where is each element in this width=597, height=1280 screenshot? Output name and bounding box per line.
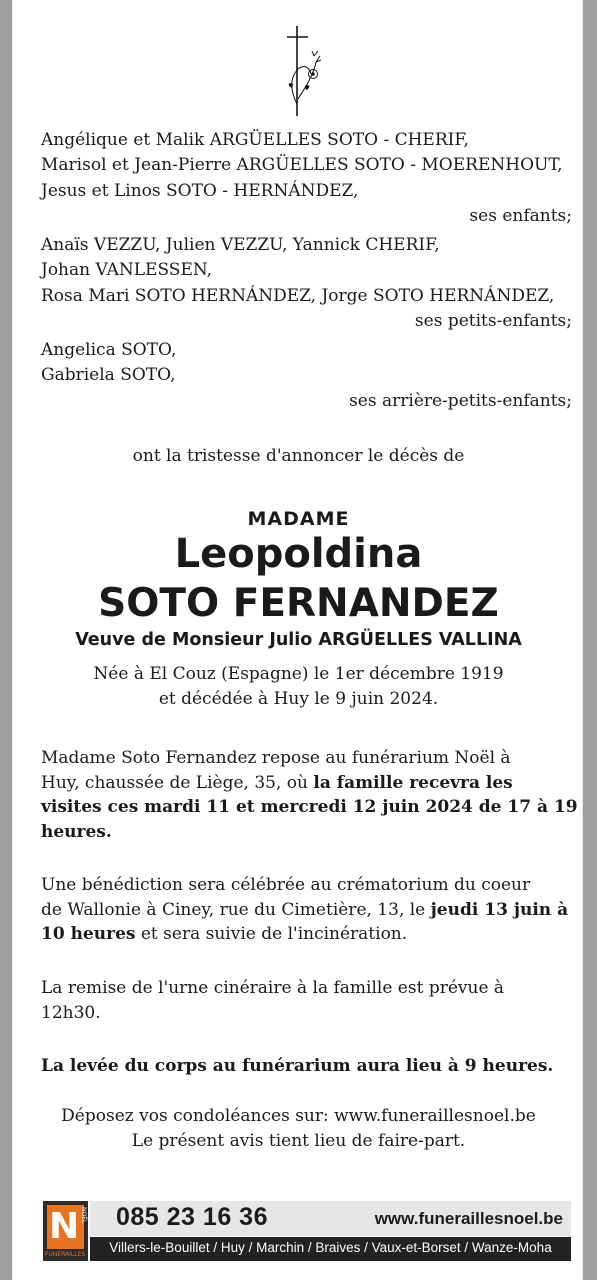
paragraph-text: et sera suivie de l'incinération. bbox=[135, 924, 408, 944]
widow-of: Veuve de Monsieur Julio ARGÜELLES VALLINA bbox=[75, 630, 522, 650]
family-line: Anaïs VEZZU, Julien VEZZU, Yannick CHERIF, bbox=[41, 235, 440, 255]
family-line: Gabriela SOTO, bbox=[41, 365, 176, 386]
paragraph-line: Madame Soto Fernandez repose au funérarium Noël à bbox=[41, 748, 511, 768]
family-line: Rosa Mari SOTO HERNÁNDEZ, Jorge SOTO HERNÁNDEZ, bbox=[41, 285, 555, 306]
family-line: Johan VANLESSEN, bbox=[41, 260, 213, 281]
banner-towns-bar bbox=[90, 1237, 571, 1261]
family-grandchildren bbox=[41, 233, 572, 335]
paragraph-line: heures. bbox=[41, 821, 112, 842]
logo-letter: N bbox=[49, 1206, 80, 1247]
paragraph-line: Une bénédiction sera célébrée au crématorium du coeur bbox=[41, 875, 531, 895]
visitation-paragraph bbox=[41, 746, 576, 844]
condolences-line: Déposez vos condoléances sur: www.funeraillesnoel.be bbox=[61, 1106, 536, 1126]
paragraph-bold-text: jeudi 13 juin à bbox=[430, 899, 569, 920]
birth-death-dates bbox=[13, 662, 584, 712]
paragraph-line bbox=[41, 922, 576, 947]
urn-paragraph bbox=[41, 976, 576, 1025]
paragraph-text: Huy, chaussée de Liège, 35, où bbox=[41, 772, 314, 793]
family-children bbox=[41, 128, 572, 230]
notice-line: Le présent avis tient lieu de faire-part. bbox=[131, 1131, 466, 1151]
logo-small-text: FUNÉRAILLES bbox=[45, 1251, 86, 1258]
family-great-grandchildren bbox=[41, 338, 572, 414]
paragraph-line: La levée du corps au funérarium aura lieu à 9 heures. bbox=[41, 1056, 554, 1076]
family-line: Angelica SOTO, bbox=[41, 340, 177, 360]
paragraph-line bbox=[41, 771, 576, 796]
paragraph-line: La remise de l'urne cinéraire à la famille est prévue à bbox=[41, 978, 505, 998]
paragraph-line: visites ces mardi 11 et mercredi 12 juin 2024 de 17 à 19 bbox=[41, 797, 578, 817]
ceremony-paragraph bbox=[41, 873, 576, 947]
funeral-home-banner bbox=[43, 1201, 571, 1261]
birth-line: Née à El Couz (Espagne) le 1er décembre 1919 bbox=[93, 664, 504, 684]
death-line: et décédée à Huy le 9 juin 2024. bbox=[158, 689, 439, 709]
banner-contact-bar bbox=[90, 1201, 571, 1236]
family-role: ses petits-enfants; bbox=[414, 311, 572, 332]
cross-with-flower-icon bbox=[283, 24, 327, 118]
family-line: Jesus et Linos SOTO - HERNÁNDEZ, bbox=[41, 180, 359, 201]
deceased-last-name: SOTO FERNANDEZ bbox=[98, 581, 499, 626]
condolences-footer bbox=[13, 1104, 584, 1154]
phone-number: 085 23 16 36 bbox=[116, 1203, 268, 1231]
website-link[interactable]: www.funeraillesnoel.be bbox=[374, 1209, 563, 1228]
funeral-home-logo bbox=[43, 1201, 88, 1261]
family-line: Angélique et Malik ARGÜELLES SOTO - CHERIF, bbox=[41, 130, 469, 150]
obituary-notice bbox=[12, 0, 583, 1280]
family-role: ses arrière-petits-enfants; bbox=[349, 390, 572, 411]
paragraph-line: 12h30. bbox=[41, 1002, 101, 1023]
paragraph-text: de Wallonie à Ciney, rue du Cimetière, 13, le bbox=[41, 899, 431, 920]
logo-side-text: NOËL bbox=[80, 1207, 87, 1224]
paragraph-bold-text: la famille recevra les bbox=[313, 772, 513, 793]
deceased-title: MADAME bbox=[247, 508, 350, 530]
announcement-text: ont la tristesse d'annoncer le décès de bbox=[132, 446, 465, 466]
family-line: Marisol et Jean-Pierre ARGÜELLES SOTO - MOERENHOUT, bbox=[41, 155, 563, 176]
deceased-first-name: Leopoldina bbox=[174, 531, 423, 577]
removal-paragraph bbox=[41, 1054, 576, 1079]
paragraph-bold-text: 10 heures bbox=[41, 924, 136, 944]
family-role: ses enfants; bbox=[469, 206, 572, 227]
paragraph-line bbox=[41, 898, 576, 923]
towns-list: Villers-le-Bouillet / Huy / Marchin / Braives / Vaux-et-Borset / Wanze-Moha bbox=[109, 1240, 552, 1255]
